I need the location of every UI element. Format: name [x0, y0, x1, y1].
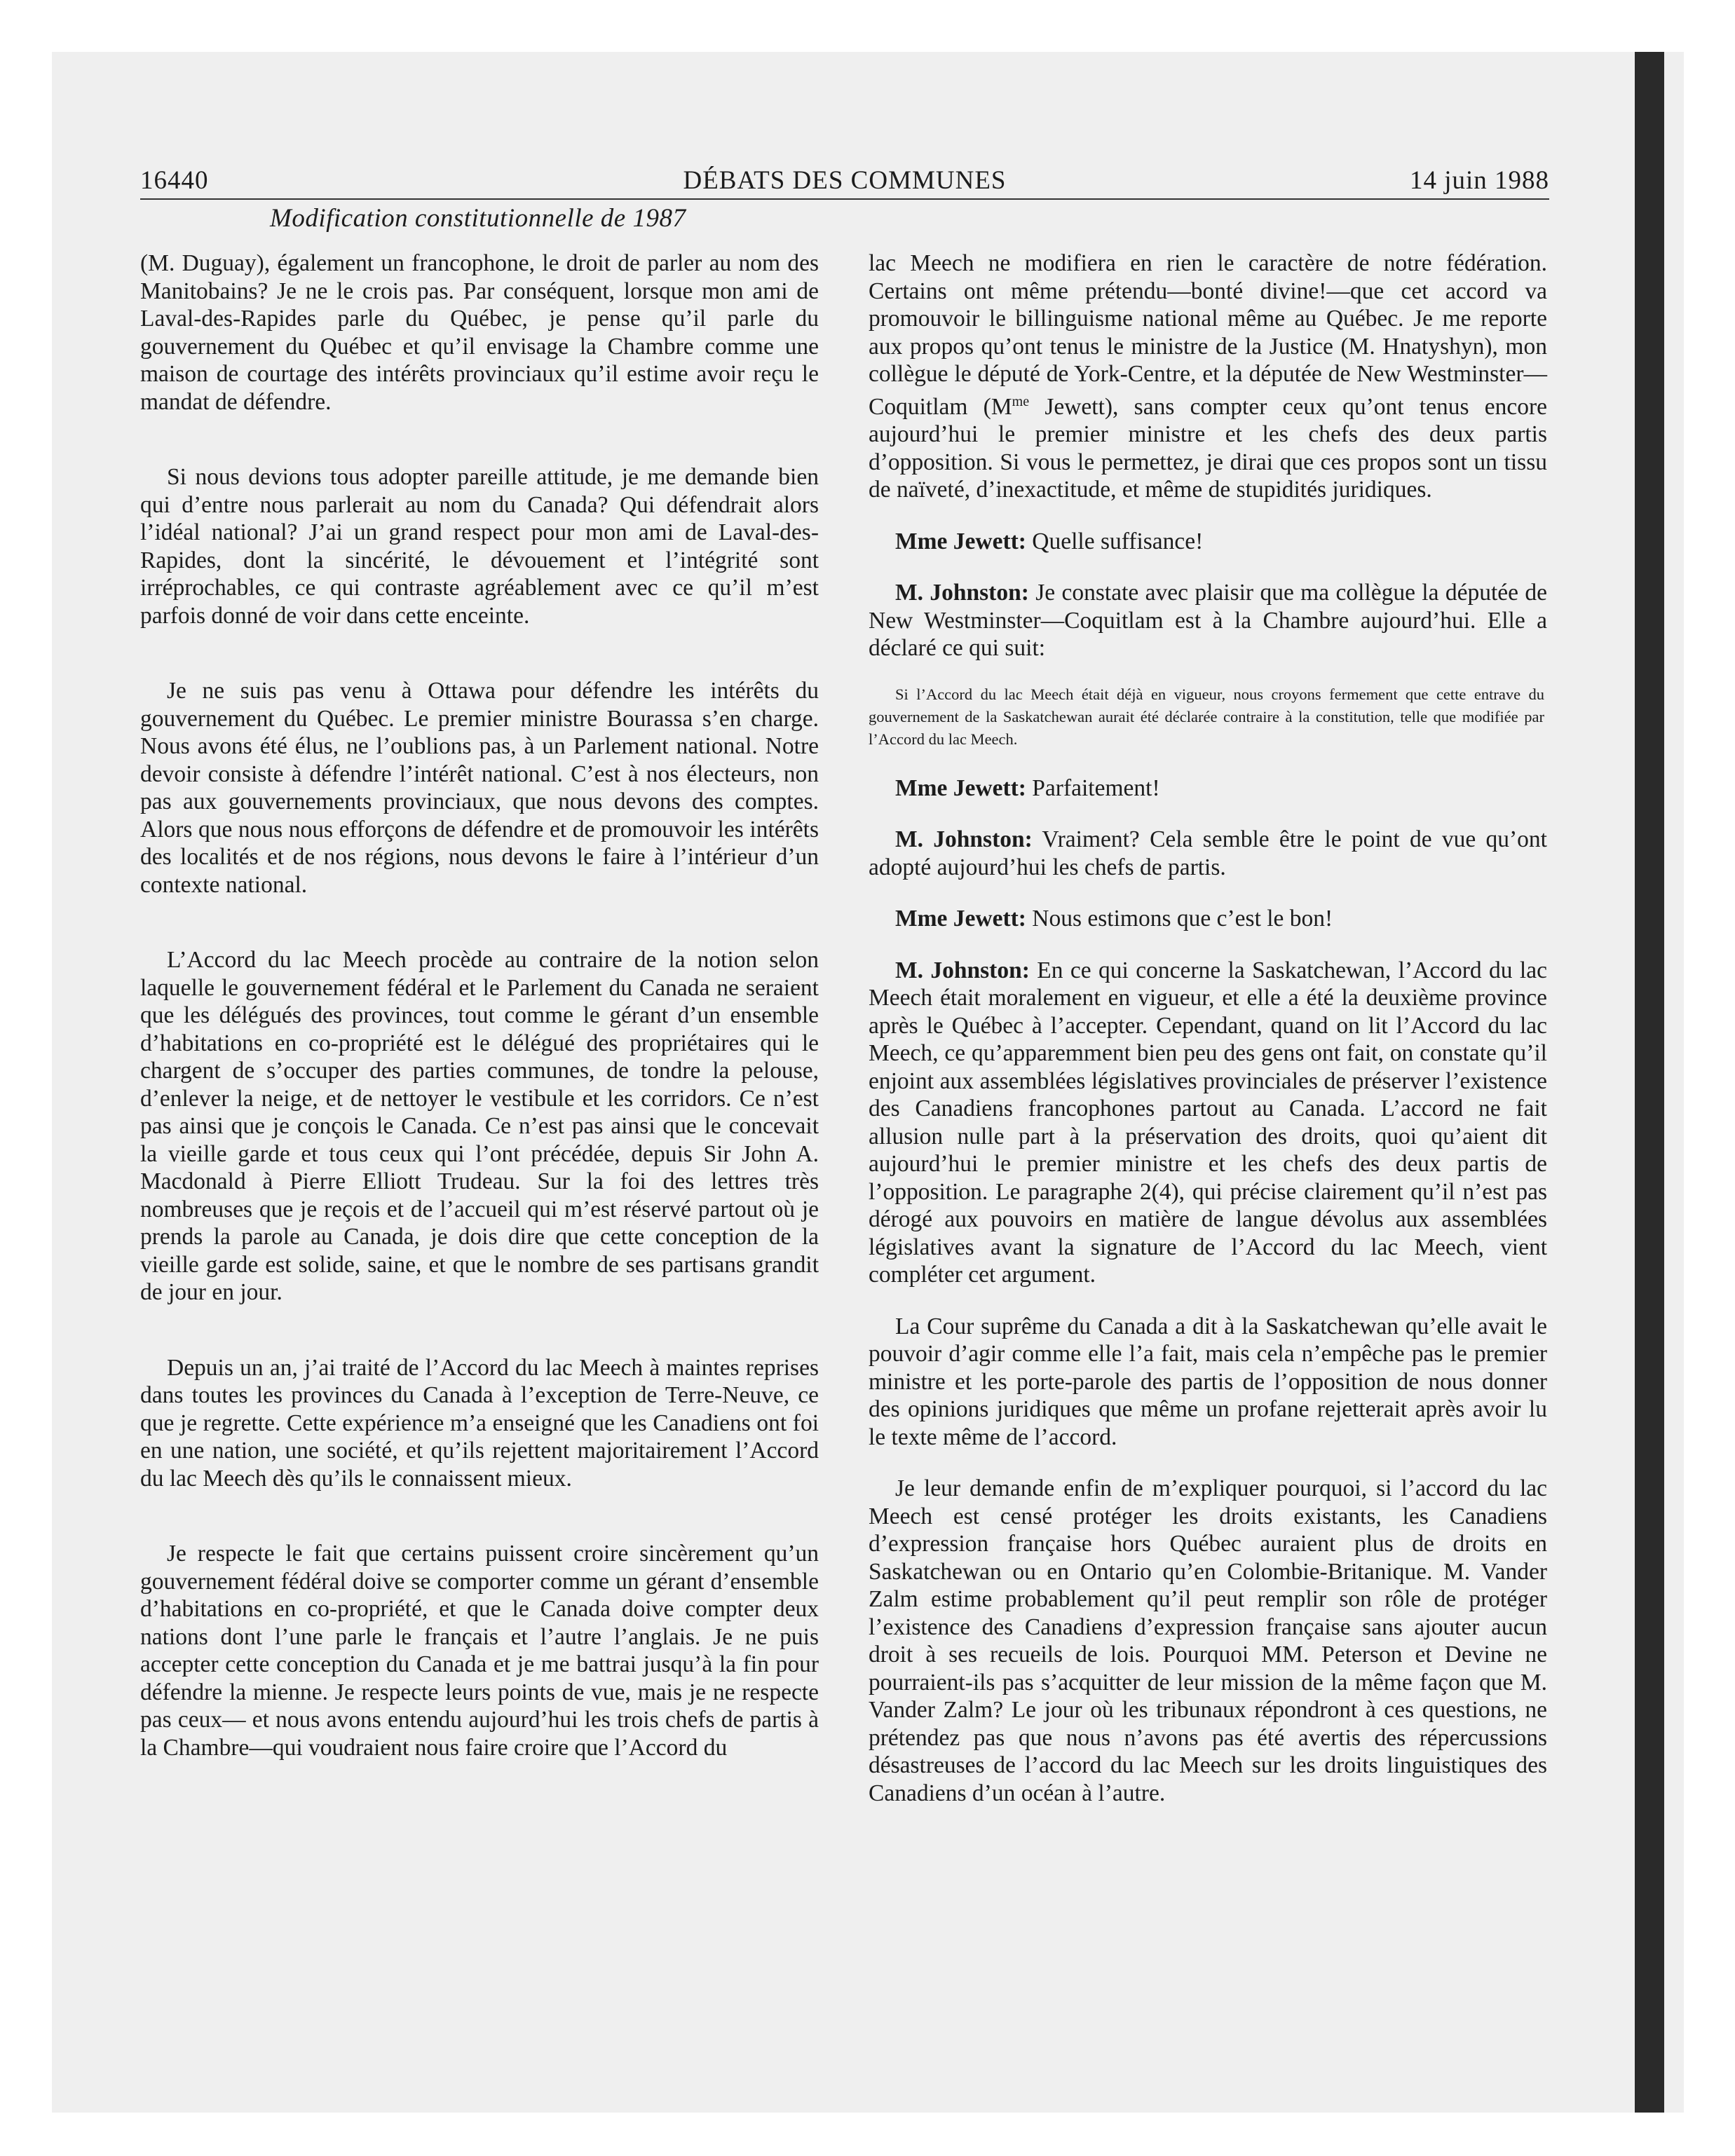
paragraph: La Cour suprême du Canada a dit à la Saskatchewan qu’elle avait le pouvoir d’agir comme elle l’a fait, mais cela n’empêche pas le premier ministre et les porte-parole des partis de l’opposition de nous donner des opinions juridiques que même un profane rejetterait après avoir lu le texte même de l’accord. [869, 1313, 1547, 1450]
speech [869, 579, 1547, 662]
superscript: me [1012, 393, 1030, 409]
text-run: Jewett), sans compter ceux qu’ont tenus encore aujourd’hui le premier ministre et les chefs des deux partis d’opposition. Si vous le permettez, je dirai que ces propos sont un tissu de naïveté, d’inexactitude, et même de stupidités juridiques. [869, 393, 1547, 503]
speech-text: Vraiment? Cela semble être le point de vue qu’ont adopté aujourd’hui les chefs de partis. [869, 826, 1547, 880]
speaker-name: M. Johnston: [895, 580, 1029, 606]
paragraph: Je leur demande enfin de m’expliquer pourquoi, si l’accord du lac Meech est censé protéger les droits existants, les Canadiens d’expression française hors Québec auraient plus de droits en Saskatchewan ou en Ontario qu’en Colombie-Britanique. M. Vander Zalm estime probablement qu’il peut remplir son rôle de protéger l’existence des Canadiens d’expression française sans ajouter aucun droit à ses recueils de lois. Pourquoi MM. Peterson et Devine ne pourraient-ils pas s’acquitter de leur mission de la même façon que M. Vander Zalm? Le jour où les tribunaux répondront à ces questions, ne prétendez pas que nous n’avons pas été avertis des répercussions désastreuses de l’accord du lac Meech sur les droits linguistiques des Canadiens d’un océan à l’autre. [869, 1475, 1547, 1806]
speech-text: En ce qui concerne la Saskatchewan, l’Accord du lac Meech était moralement en vigueur, et elle a été la deuxième province après le Québec à l’accepter. Cependant, quand on lit l’Accord du lac Meech, ce qu’apparemment bien peu des gens ont fait, on constate qu’il enjoint aux assemblées législatives provinciales de préserver l’existence des Canadiens francophones partout au Canada. L’accord ne fait allusion nulle part à la préservation des droits, quoi qu’aient dit aujourd’hui le premier ministre et les chefs des deux partis de l’opposition. Le paragraphe 2(4), qui précise clairement qu’il n’est pas dérogé aux pouvoirs en matière de langue dévolus aux assemblées législatives avant la signature de l’Accord du lac Meech, vient compléter cet argument. [869, 957, 1547, 1288]
speaker-name: M. Johnston: [895, 826, 1033, 853]
speaker-name: Mme Jewett: [895, 906, 1026, 932]
page-header [140, 158, 1549, 200]
page-date: 14 juin 1988 [1409, 166, 1549, 195]
speaker-name: M. Johnston: [895, 957, 1030, 983]
paragraph: Si nous devions tous adopter pareille attitude, je me demande bien qui d’entre nous parlerait au nom du Canada? Qui défendrait alors l’idéal national? J’ai un grand respect pour mon ami de Laval-des-Rapides, dont la sincérité, le dévouement et l’intégrité sont irréprochables, ce qui contraste agréablement avec ce qu’il m’est parfois donné de voir dans cette enceinte. [140, 464, 819, 629]
speech [869, 775, 1547, 803]
right-column [869, 250, 1547, 1807]
speech-text: Quelle suffisance! [1026, 528, 1204, 554]
speech [869, 528, 1547, 556]
speech [869, 905, 1547, 933]
header-rule [140, 198, 1549, 200]
speech-text: Parfaitement! [1026, 775, 1160, 801]
text-run: lac Meech ne modifiera en rien le caractère de notre fédération. Certains ont même prétendu—bonté divine!—que cet accord va promouvoir le billinguisme national même au Québec. Je me reporte aux propos qu’ont tenus le ministre de la Justice (M. Hnatyshyn), mon collègue le député de York-Centre, et la députée de New Westminster—Coquitlam (M [869, 250, 1547, 420]
running-subject: Modification constitutionnelle de 1987 [270, 204, 686, 233]
speech-text: Nous estimons que c’est le bon! [1026, 906, 1333, 932]
journal-title: DÉBATS DES COMMUNES [683, 166, 1007, 195]
paragraph: Je ne suis pas venu à Ottawa pour défendre les intérêts du gouvernement du Québec. Le premier ministre Bourassa s’en charge. Nous avons été élus, ne l’oublions pas, à un Parlement national. Notre devoir consiste à défendre l’intérêt national. C’est à nos électeurs, non pas aux gouvernements provinciaux, que nous devons des comptes. Alors que nous nous efforçons de défendre et de promouvoir les intérêts des localités et de nos régions, nous devons le faire à l’intérieur d’un contexte national. [140, 678, 819, 898]
speech-text: Je constate avec plaisir que ma collègue la députée de New Westminster—Coquitlam est à la Chambre aujourd’hui. Elle a déclaré ce qui suit: [869, 580, 1547, 662]
speaker-name: Mme Jewett: [895, 775, 1026, 801]
paragraph: L’Accord du lac Meech procède au contraire de la notion selon laquelle le gouvernement fédéral et le Parlement du Canada ne seraient que les délégués des provinces, tout comme le gérant d’un ensemble d’habitations en co-propriété est le délégué des propriétaires qui le chargent de s’occuper des parties communes, de tondre la pelouse, d’enlever la neige, et de nettoyer le vestibule et les corridors. Ce n’est pas ainsi que je conçois le Canada. Ce n’est pas ainsi que le concevait la vieille garde et tous ceux qui l’ont précédée, depuis Sir John A. Macdonald à Pierre Elliott Trudeau. Sur la foi des lettres très nombreuses que je reçois et de l’accueil qui m’est réservé partout où je prends la parole au Canada, je dois dire que cette conception de la vieille garde est solide, saine, et que le nombre de ses partisans grandit de jour en jour. [140, 947, 819, 1305]
left-column [140, 250, 819, 1761]
paragraph: Je respecte le fait que certains puissent croire sincèrement qu’un gouvernement fédéral doive se comporter comme un gérant d’ensemble d’habitations en co-propriété, et que le Canada doive compter deux nations dont l’une parle le français et l’autre l’anglais. Je ne puis accepter cette conception du Canada et je me battrai jusqu’à la fin pour défendre la mienne. Je respecte leurs points de vue, mais je ne respecte pas ceux— et nous avons entendu aujourd’hui les trois chefs de partis à la Chambre—qui voudraient nous faire croire que l’Accord du [140, 1541, 819, 1761]
paragraph: Depuis un an, j’ai traité de l’Accord du lac Meech à maintes reprises dans toutes les provinces du Canada à l’exception de Terre-Neuve, ce que je regrette. Cette expérience m’a enseigné que les Canadiens ont foi en une nation, une société, et qu’ils rejettent majoritairement l’Accord du lac Meech dès qu’ils le connaissent mieux. [140, 1354, 819, 1492]
speech [869, 826, 1547, 881]
page-number: 16440 [140, 166, 209, 195]
speech [869, 957, 1547, 1289]
block-quote: Si l’Accord du lac Meech était déjà en vigueur, nous croyons fermement que cette entrave du gouvernement de la Saskatchewan aurait été déclarée contraire à la constitution, telle que modifiée par l’Accord du lac Meech. [869, 685, 1544, 748]
scan-edge-bar [1635, 52, 1664, 2113]
speaker-name: Mme Jewett: [895, 528, 1026, 554]
paragraph [869, 250, 1547, 504]
paragraph: (M. Duguay), également un francophone, le droit de parler au nom des Manitobains? Je ne le crois pas. Par conséquent, lorsque mon ami de Laval-des-Rapides parle du Québec, je pense qu’il parle du gouvernement du Québec et qu’il envisage la Chambre comme une maison de courtage des intérêts provinciaux qu’il estime avoir reçu le mandat de défendre. [140, 250, 819, 415]
